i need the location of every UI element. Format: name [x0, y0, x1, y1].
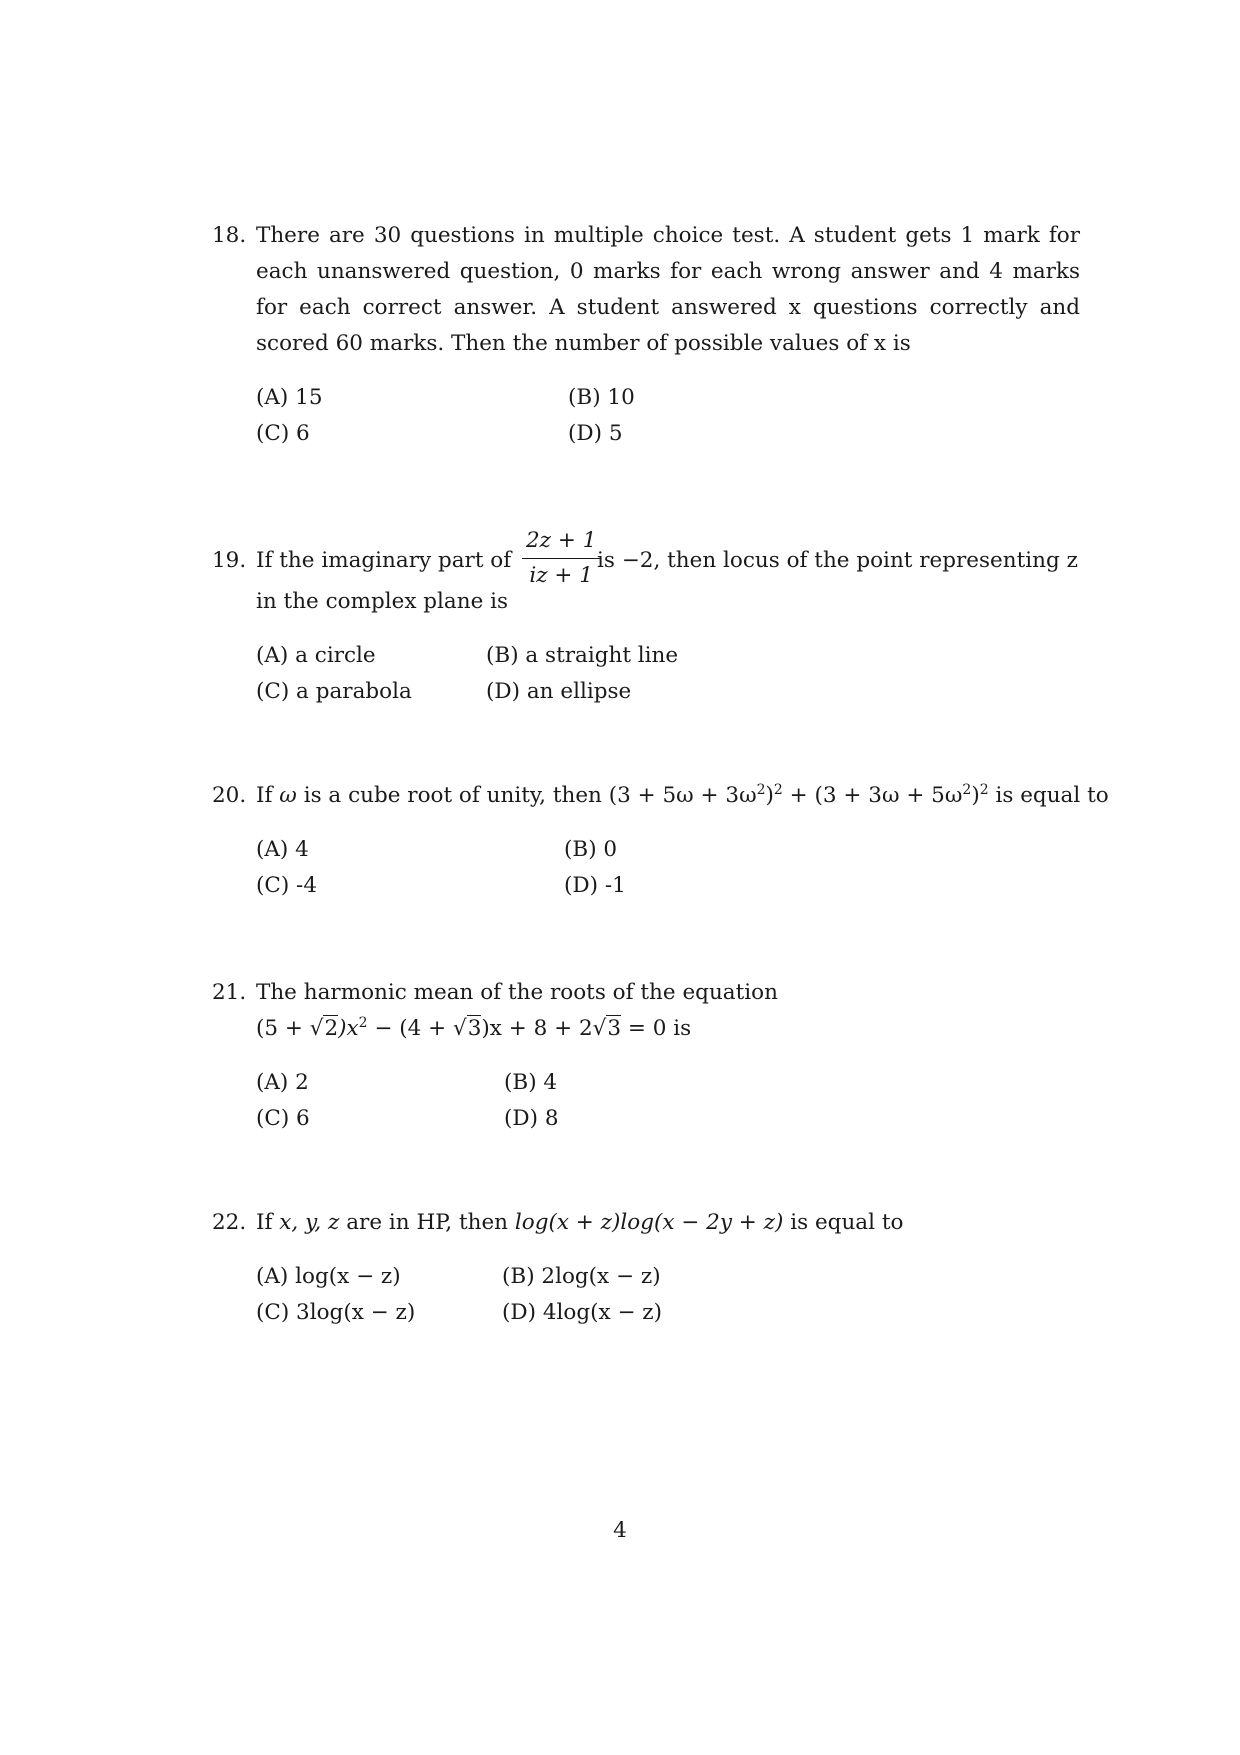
option-d: (D) -1 — [564, 873, 626, 898]
sqrt: √3 — [592, 1016, 622, 1041]
fraction — [522, 524, 600, 593]
option-c: (C) a parabola — [256, 679, 412, 704]
text-before: If — [256, 783, 273, 808]
option-b: (B) 0 — [564, 837, 618, 862]
question-number: 18. — [212, 223, 247, 248]
option-c: (C) 6 — [256, 421, 310, 446]
exponent: 2 — [756, 781, 766, 798]
text-after: is equal to — [790, 1210, 904, 1235]
option-d: (D) 4log(x − z) — [502, 1300, 663, 1325]
options — [256, 638, 1080, 710]
radicand: 2 — [324, 1016, 339, 1041]
options — [256, 1259, 1080, 1331]
option-a: (A) log(x − z) — [256, 1264, 401, 1289]
exponent: 2 — [773, 781, 783, 798]
question-number: 21. — [212, 980, 247, 1005]
sqrt: √3 — [453, 1016, 482, 1041]
expr-part: (3 + 3ω + 5ω — [814, 783, 963, 808]
question-number: 19. — [212, 548, 247, 573]
eq-part: = 0 — [621, 1016, 667, 1041]
question-text-line2: in the complex plane is — [256, 589, 509, 614]
question-text — [256, 778, 1109, 814]
expression: log(x + z)log(x − 2y + z) — [514, 1210, 784, 1235]
text-mid: is a cube root of unity, then — [303, 783, 602, 808]
text-after: is equal to — [995, 783, 1109, 808]
option-d: (D) an ellipse — [486, 679, 632, 704]
question-19 — [212, 524, 1080, 710]
option-c: (C) 6 — [256, 1106, 310, 1131]
exponent: 2 — [358, 1014, 368, 1031]
question-text-before: If the imaginary part of — [256, 548, 512, 573]
text-after: is — [673, 1016, 692, 1041]
question-20 — [212, 778, 1109, 904]
fraction-numerator: 2z + 1 — [522, 524, 600, 559]
options — [256, 832, 1080, 904]
question-18 — [212, 218, 1080, 452]
exponent: 2 — [962, 781, 972, 798]
fraction-denominator: iz + 1 — [529, 563, 593, 588]
option-c: (C) -4 — [256, 873, 318, 898]
expr-part: + — [782, 783, 815, 808]
question-text-line1: The harmonic mean of the roots of the equation — [256, 980, 778, 1005]
expression — [609, 783, 989, 808]
sqrt: √2 — [309, 1016, 339, 1041]
question-text: There are 30 questions in multiple choice test. A student gets 1 mark for each unanswered question, 0 marks for each wrong answer and 4 marks for each correct answer. A student answered x questions correctly and scored 60 marks. Then the number of possible values of x is — [256, 223, 1080, 356]
exponent: 2 — [979, 781, 989, 798]
eq-part: )x — [338, 1016, 359, 1041]
eq-part: − (4 + — [367, 1016, 454, 1041]
option-d: (D) 5 — [568, 421, 623, 446]
omega-symbol: ω — [279, 783, 297, 808]
question-number: 22. — [212, 1210, 247, 1235]
expr-part: (3 + 5ω + 3ω — [608, 783, 757, 808]
option-a: (A) 2 — [256, 1070, 309, 1095]
question-22 — [212, 1205, 1080, 1331]
eq-part: (5 + — [256, 1016, 310, 1041]
options — [256, 380, 1080, 452]
radicand: 3 — [607, 1016, 622, 1041]
question-number: 20. — [212, 783, 247, 808]
equation — [256, 1011, 1080, 1047]
question-text-after: is −2, then locus of the point representing z — [597, 548, 1078, 573]
question-text — [256, 1205, 1080, 1241]
page-number: 4 — [613, 1518, 627, 1543]
option-a: (A) a circle — [256, 643, 376, 668]
expr-part: ) — [765, 783, 774, 808]
text-before: If — [256, 1210, 273, 1235]
expr-part: ) — [971, 783, 980, 808]
option-a: (A) 4 — [256, 837, 309, 862]
option-b: (B) 10 — [568, 385, 635, 410]
eq-part: )x + 8 + 2 — [481, 1016, 593, 1041]
options — [256, 1065, 1080, 1137]
option-c: (C) 3log(x − z) — [256, 1300, 416, 1325]
option-b: (B) 4 — [504, 1070, 558, 1095]
option-b: (B) 2log(x − z) — [502, 1264, 661, 1289]
option-d: (D) 8 — [504, 1106, 559, 1131]
text-mid: are in HP, then — [346, 1210, 509, 1235]
radicand: 3 — [467, 1016, 482, 1041]
option-a: (A) 15 — [256, 385, 323, 410]
option-b: (B) a straight line — [486, 643, 679, 668]
question-21 — [212, 975, 1080, 1137]
variables: x, y, z — [279, 1210, 340, 1235]
